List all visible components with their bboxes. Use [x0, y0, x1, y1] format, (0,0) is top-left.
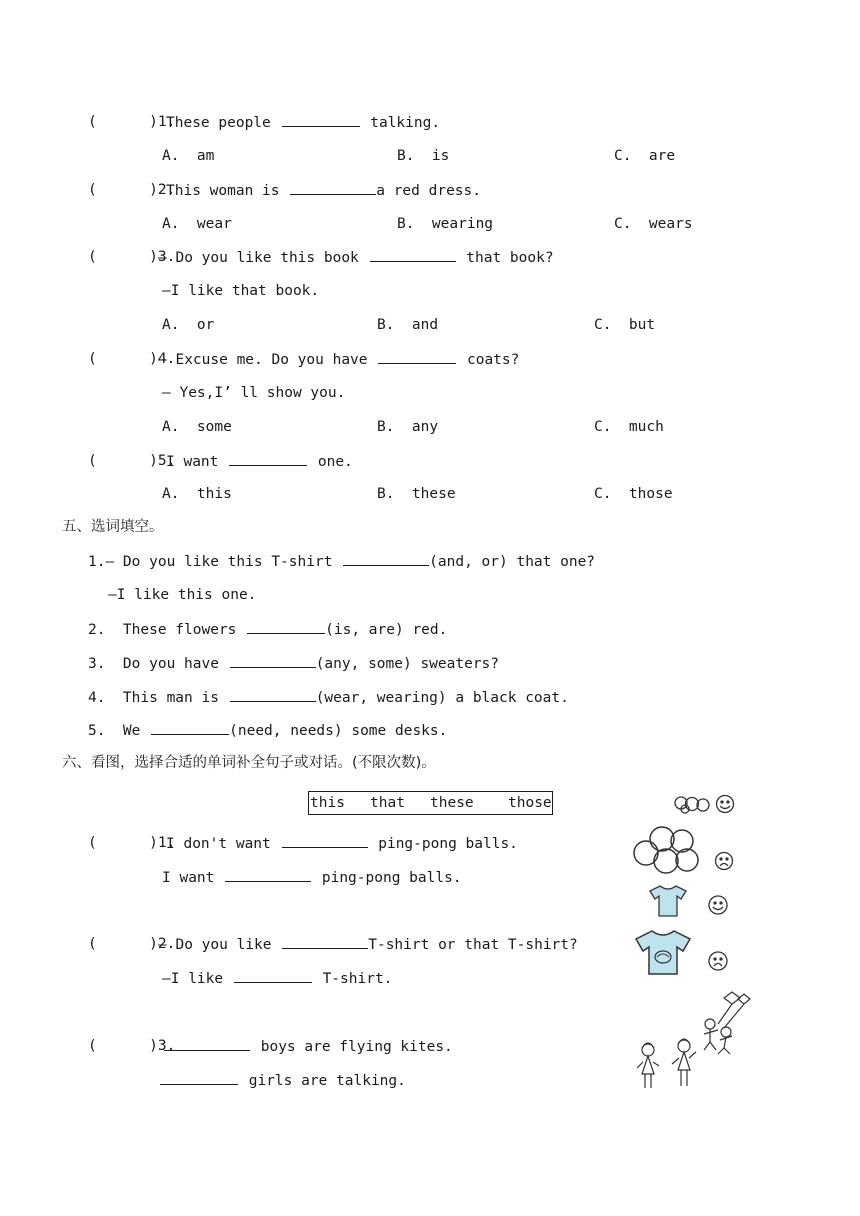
p5-q4-post: (wear, wearing) a black coat.: [315, 690, 569, 706]
q1-option-a[interactable]: A. am: [162, 148, 215, 164]
q2-option-c[interactable]: C. wears: [614, 216, 693, 232]
small-balls-picture: [670, 792, 750, 818]
p5-q4-pre: 4. This man is: [88, 690, 219, 706]
q3-paren[interactable]: ( )3.: [88, 249, 176, 265]
p6-q1-line2-pre: I want: [162, 870, 215, 886]
big-balls-picture: [632, 825, 702, 877]
q3-blank[interactable]: [370, 247, 456, 262]
p6-q3-post: boys are flying kites.: [260, 1039, 453, 1055]
p5-q4: [88, 687, 569, 707]
p6-q2-post: T-shirt or that T-shirt?: [368, 937, 578, 953]
section-six-heading: 六、看图，选择合适的单词补全句子或对话。(不限次数)。: [62, 755, 436, 771]
smiley-face-icon: [706, 893, 730, 917]
p5-q2-blank[interactable]: [247, 619, 325, 634]
q5-option-b[interactable]: B. these: [377, 486, 456, 502]
q3-option-a[interactable]: A. or: [162, 317, 215, 333]
q4-option-b[interactable]: B. any: [377, 419, 439, 435]
p5-q4-blank[interactable]: [230, 687, 316, 702]
word-these: these: [430, 795, 474, 811]
p5-q5-pre: 5. We: [88, 723, 141, 739]
p5-q1-post: (and, or) that one?: [429, 554, 596, 570]
p6-q3-line2-post: girls are talking.: [248, 1073, 406, 1089]
q1-stem: [166, 112, 440, 132]
p6-q1-line2: [162, 867, 462, 887]
p5-q5: [88, 720, 447, 740]
p6-q2-pre: — Do you like: [158, 937, 272, 953]
p5-q2: [88, 619, 447, 639]
q2-option-b[interactable]: B. wearing: [397, 216, 494, 232]
section-five-heading: 五、选词填空。: [62, 519, 164, 535]
q5-option-a[interactable]: A. this: [162, 486, 232, 502]
p6-q2-paren[interactable]: ( )2.: [88, 936, 176, 952]
p6-q3-line2: [158, 1070, 406, 1090]
p6-q1-pre: I don't want: [166, 836, 271, 852]
p6-q3-line1: [162, 1036, 453, 1056]
q4-option-a[interactable]: A. some: [162, 419, 232, 435]
q5-stem: [166, 451, 353, 471]
p5-q1: [88, 551, 595, 571]
q2-blank[interactable]: [290, 180, 376, 195]
p6-q2-line2-post: T-shirt.: [322, 971, 393, 987]
q4-option-c[interactable]: C. much: [594, 419, 664, 435]
word-those: those: [508, 795, 552, 811]
p6-q2-blank1[interactable]: [282, 934, 368, 949]
p6-q2-blank2[interactable]: [234, 968, 312, 983]
q5-paren[interactable]: ( )5.: [88, 453, 176, 469]
p6-q3-blank1[interactable]: [164, 1036, 250, 1051]
p5-q5-post: (need, needs) some desks.: [229, 723, 448, 739]
q1-blank[interactable]: [282, 112, 360, 127]
q2-stem: [166, 180, 481, 200]
q1-stem-post: talking.: [370, 115, 441, 131]
q3-option-c[interactable]: C. but: [594, 317, 656, 333]
p5-q1-pre: 1.— Do you like this T-shirt: [88, 554, 333, 570]
p6-q1-paren[interactable]: ( )1.: [88, 835, 176, 851]
p6-q2-line2: [162, 968, 392, 988]
q1-option-c[interactable]: C. are: [614, 148, 676, 164]
q3-stem: [158, 247, 554, 267]
p5-q2-pre: 2. These flowers: [88, 622, 237, 638]
q4-blank[interactable]: [378, 349, 456, 364]
p6-q2-line1: [158, 934, 578, 954]
p5-q1-blank[interactable]: [343, 551, 429, 566]
q2-option-a[interactable]: A. wear: [162, 216, 232, 232]
p5-q3-blank[interactable]: [230, 653, 316, 668]
p6-q1-line2-post: ping-pong balls.: [321, 870, 462, 886]
word-bank-box: [308, 791, 553, 815]
kids-kites-picture: [632, 990, 754, 1094]
sad-face-icon-2: [706, 949, 730, 973]
p5-q5-blank[interactable]: [151, 720, 229, 735]
p6-q2-line2-pre: —I like: [162, 971, 224, 987]
q2-stem-post: a red dress.: [376, 183, 481, 199]
q3-stem-pre: — Do you like this book: [158, 250, 359, 266]
q4-answer-line: — Yes,I’ ll show you.: [162, 385, 346, 401]
small-tshirt-picture: [646, 883, 690, 919]
p6-q1-blank2[interactable]: [225, 867, 311, 882]
p6-q3-blank2[interactable]: [160, 1070, 238, 1085]
q5-stem-pre: I want: [166, 454, 219, 470]
q4-stem-post: coats?: [466, 352, 520, 368]
q4-paren[interactable]: ( )4.: [88, 351, 176, 367]
p6-q1-line1: [166, 833, 518, 853]
p5-q3-post: (any, some) sweaters?: [315, 656, 500, 672]
p5-q3: [88, 653, 499, 673]
p6-q1-post: ping-pong balls.: [378, 836, 518, 852]
q3-answer-line: —I like that book.: [162, 283, 320, 299]
p5-q3-pre: 3. Do you have: [88, 656, 219, 672]
p5-q2-post: (is, are) red.: [325, 622, 448, 638]
big-tshirt-picture: [632, 927, 694, 977]
q1-paren[interactable]: ( )1.: [88, 114, 176, 130]
q5-option-c[interactable]: C. those: [594, 486, 673, 502]
q2-paren[interactable]: ( )2.: [88, 182, 176, 198]
q5-blank[interactable]: [229, 451, 307, 466]
q3-stem-post: that book?: [466, 250, 554, 266]
q2-stem-pre: This woman is: [166, 183, 280, 199]
q4-stem-pre: — Excuse me. Do you have: [158, 352, 368, 368]
q1-option-b[interactable]: B. is: [397, 148, 450, 164]
q4-stem: [158, 349, 519, 369]
sad-face-icon: [713, 850, 735, 872]
word-that: that: [370, 795, 405, 811]
p6-q3-paren[interactable]: ( )3.: [88, 1038, 176, 1054]
p5-q1-answer: —I like this one.: [108, 587, 257, 603]
q1-stem-pre: These people: [166, 115, 271, 131]
q3-option-b[interactable]: B. and: [377, 317, 439, 333]
word-this: this: [310, 795, 345, 811]
q5-stem-post: one.: [317, 454, 353, 470]
p6-q1-blank1[interactable]: [282, 833, 368, 848]
